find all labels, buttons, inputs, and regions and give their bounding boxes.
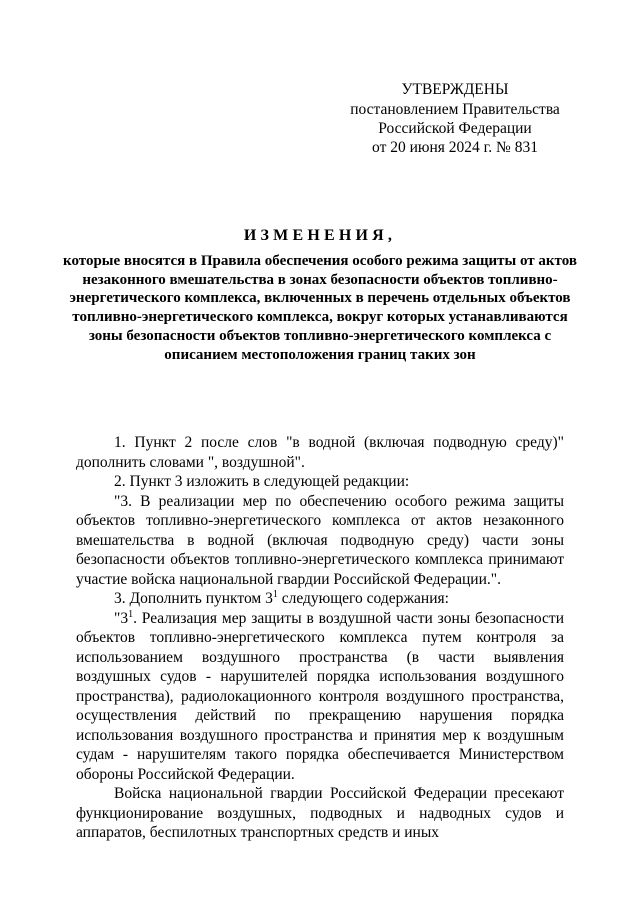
paragraph-4-start: 3. Дополнить пунктом 3	[114, 590, 273, 607]
paragraph-3: "3. В реализации мер по обеспечению особого режима защиты объектов топливно-энергетического комплекса от актов незаконного вмешательства в водной (включая подводную среду) части зоны безопасности объектов топливно-энергетического комплекса принимают участие войска национальной гвардии Российской Федерации.".	[76, 492, 564, 588]
approval-line-3: от 20 июня 2024 г. № 831	[372, 139, 538, 156]
paragraph-4-end: следующего содержания:	[277, 590, 449, 607]
paragraph-6: Войска национальной гвардии Российской Федерации пресекают функционирование воздушных, подводных и надводных судов и аппаратов, беспилотных транспортных средств и иных	[76, 785, 564, 841]
approval-line-2: Российской Федерации	[378, 120, 532, 137]
approval-stamp	[330, 80, 580, 157]
paragraph-2: 2. Пункт 3 изложить в следующей редакции:	[114, 473, 410, 490]
document-body	[76, 433, 564, 843]
paragraph-5-end: . Реализация мер защиты в воздушной части зоны безопасности объектов топливно-энергетического комплекса путем контроля за использованием воздушного пространства (в части выявления воздушных судов - нарушителей порядка использования воздушного пространства), радиолокационного контроля воздушного пространства, осуществления действий по прекращению нарушения порядка использования воздушного пространства и принятия мер к воздушным судам - нарушителям такого порядка обеспечивается Министерством обороны Российской Федерации.	[76, 609, 564, 783]
document-heading	[60, 226, 580, 364]
paragraph-4-superscript: 1	[272, 589, 278, 600]
paragraph-1: 1. Пункт 2 после слов "в водной (включая подводную среду)" дополнить словами ", воздушной".	[76, 434, 564, 471]
approval-title: УТВЕРЖДЕНЫ	[401, 81, 509, 98]
approval-line-1: постановлением Правительства	[350, 101, 560, 118]
paragraph-5-start: "3	[114, 609, 129, 627]
paragraph-5	[76, 609, 564, 785]
paragraph-4	[76, 589, 564, 609]
document-subtitle: которые вносятся в Правила обеспечения особого режима защиты от актов незаконного вмешательства в зонах безопасности объектов топливно-энергетического комплекса, включенных в перечень отдельных объектов топливно-энергетического комплекса, вокруг которых устанавливаются зоны безопасности объектов топливно-энергетического комплекса с описанием местоположения границ таких зон	[63, 253, 577, 363]
document-title: ИЗМЕНЕНИЯ,	[243, 227, 397, 244]
paragraph-5-superscript: 1	[128, 608, 134, 620]
